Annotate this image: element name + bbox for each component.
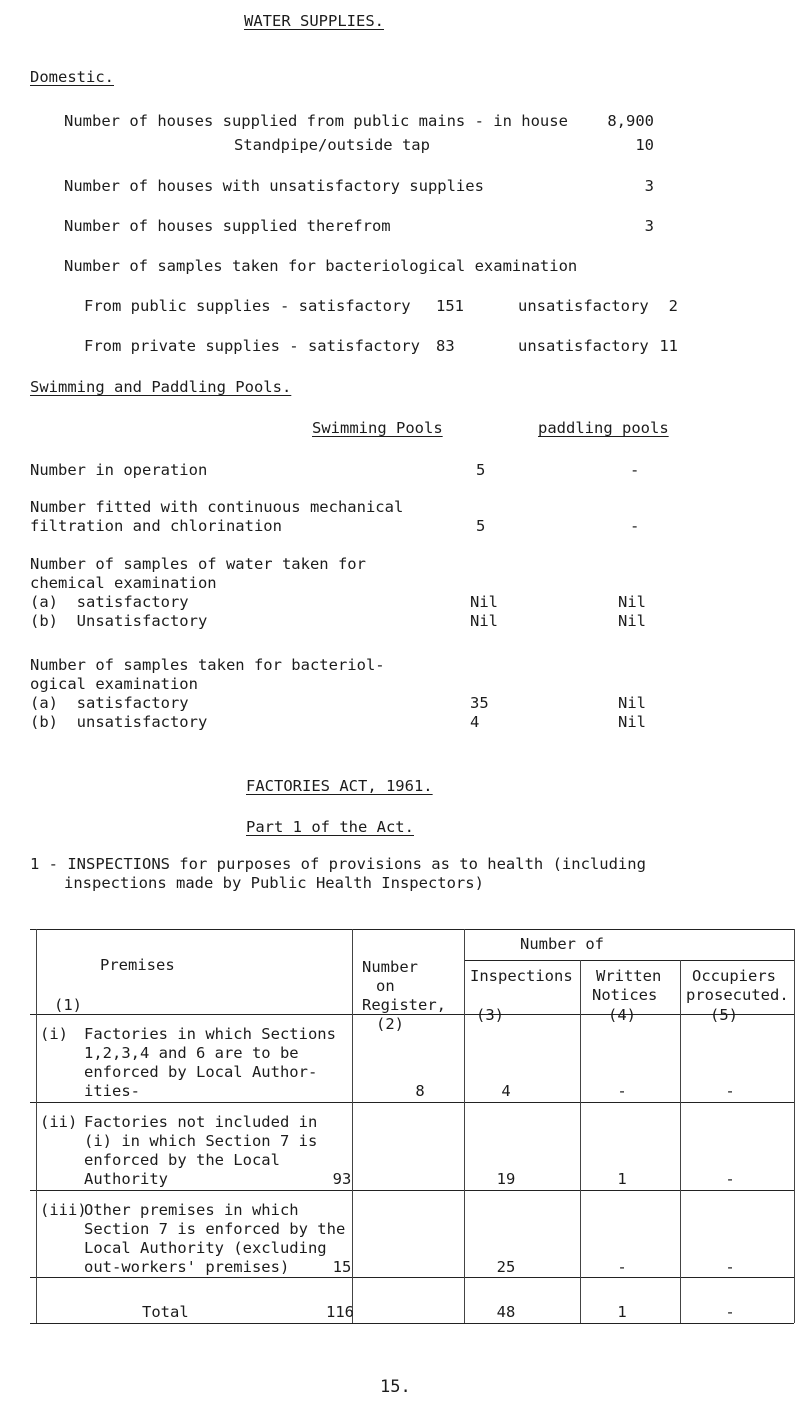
chemical-a-paddling: Nil: [618, 593, 646, 611]
row-premises-line: ities-: [84, 1082, 140, 1100]
bacteriological-line1: Number of samples taken for bacteriol-: [30, 656, 385, 674]
total-notices: 1: [617, 1303, 627, 1321]
row-register: 15: [332, 1258, 352, 1276]
fitted-swimming: 5: [476, 517, 486, 535]
total-label: Total: [142, 1303, 189, 1321]
row-prosecuted: -: [725, 1170, 735, 1188]
row-premises-line: Factories not included in: [84, 1113, 318, 1131]
in-operation-paddling: -: [630, 461, 640, 479]
header-occupiers: Occupiers: [692, 967, 776, 985]
bacteriological-line2: ogical examination: [30, 675, 198, 693]
fitted-line2: filtration and chlorination: [30, 517, 282, 535]
inspections-intro-line2: inspections made by Public Health Inspectors): [64, 874, 484, 892]
chemical-a-swimming: Nil: [470, 593, 498, 611]
row-premises-line: Authority: [84, 1170, 168, 1188]
therefrom-line: Number of houses supplied therefrom: [64, 217, 391, 235]
in-operation-label: Number in operation: [30, 461, 208, 479]
paddling-pools-column: paddling pools: [538, 419, 669, 437]
private-supplies-label: From private supplies - satisfactory: [84, 337, 420, 355]
pools-heading: Swimming and Paddling Pools.: [30, 378, 292, 396]
row-register: 8: [415, 1082, 425, 1100]
private-unsatisfactory-label: unsatisfactory: [518, 337, 649, 355]
row-number: (ii): [40, 1113, 78, 1131]
row-premises-line: enforced by Local Author-: [84, 1063, 318, 1081]
chemical-line1: Number of samples of water taken for: [30, 555, 366, 573]
swimming-pools-column: Swimming Pools: [312, 419, 443, 437]
row-register: 93: [332, 1170, 352, 1188]
public-unsatisfactory-value: 2: [668, 297, 678, 315]
therefrom-value: 3: [644, 217, 654, 235]
header-on: on: [376, 977, 395, 995]
header-prosecuted-number: (5): [710, 1006, 738, 1024]
header-written: Written: [596, 967, 662, 985]
unsatisfactory-value: 3: [644, 177, 654, 195]
samples-line: Number of samples taken for bacteriological examination: [64, 257, 578, 275]
domestic-heading: Domestic.: [30, 68, 114, 86]
row-premises-line: Section 7 is enforced by the: [84, 1220, 346, 1238]
row-prosecuted: -: [725, 1258, 735, 1276]
header-premises: Premises: [100, 956, 175, 974]
mains-value1: 8,900: [607, 112, 654, 130]
row-notices: -: [617, 1258, 627, 1276]
private-unsatisfactory-value: 11: [659, 337, 678, 355]
row-premises-line: 1,2,3,4 and 6 are to be: [84, 1044, 299, 1062]
row-inspections: 19: [496, 1170, 516, 1188]
header-inspections: Inspections: [470, 967, 573, 985]
header-register: Register,: [362, 996, 446, 1014]
unsatisfactory-line: Number of houses with unsatisfactory supplies: [64, 177, 484, 195]
in-operation-swimming: 5: [476, 461, 486, 479]
row-premises-line: enforced by the Local: [84, 1151, 280, 1169]
chemical-b-paddling: Nil: [618, 612, 646, 630]
chemical-line2: chemical examination: [30, 574, 217, 592]
factories-part: Part 1 of the Act.: [246, 818, 414, 836]
fitted-line1: Number fitted with continuous mechanical: [30, 498, 404, 516]
bacteriological-a-label: (a) satisfactory: [30, 694, 189, 712]
page-title: WATER SUPPLIES.: [244, 12, 384, 30]
public-satisfactory-value: 151: [436, 297, 464, 315]
header-notices: Notices: [592, 986, 658, 1004]
row-premises-line: Factories in which Sections: [84, 1025, 336, 1043]
header-number-of: Number of: [520, 935, 604, 953]
row-inspections: 4: [501, 1082, 511, 1100]
factories-heading: FACTORIES ACT, 1961.: [246, 777, 433, 795]
header-register-number: (2): [376, 1015, 404, 1033]
total-prosecuted: -: [725, 1303, 735, 1321]
bacteriological-b-swimming: 4: [470, 713, 480, 731]
total-register: 116: [326, 1303, 354, 1321]
header-number: Number: [362, 958, 418, 976]
inspections-intro-line1: 1 - INSPECTIONS for purposes of provisions as to health (including: [30, 855, 646, 873]
chemical-b-swimming: Nil: [470, 612, 498, 630]
header-premises-number: (1): [54, 996, 82, 1014]
page-number: 15.: [380, 1377, 411, 1397]
row-notices: 1: [617, 1170, 627, 1188]
row-premises-line: Local Authority (excluding: [84, 1239, 327, 1257]
row-number: (iii): [40, 1201, 87, 1219]
chemical-a-label: (a) satisfactory: [30, 593, 189, 611]
public-supplies-label: From public supplies - satisfactory: [84, 297, 411, 315]
row-premises-line: (i) in which Section 7 is: [84, 1132, 318, 1150]
total-inspections: 48: [496, 1303, 516, 1321]
row-premises-line: out-workers' premises): [84, 1258, 290, 1276]
row-number: (i): [40, 1025, 68, 1043]
fitted-paddling: -: [630, 517, 640, 535]
private-satisfactory-value: 83: [436, 337, 455, 355]
bacteriological-a-paddling: Nil: [618, 694, 646, 712]
bacteriological-b-label: (b) unsatisfactory: [30, 713, 208, 731]
header-inspections-number: (3): [476, 1006, 504, 1024]
chemical-b-label: (b) Unsatisfactory: [30, 612, 208, 630]
header-prosecuted: prosecuted.: [686, 986, 789, 1004]
row-premises-line: Other premises in which: [84, 1201, 299, 1219]
mains-value2: 10: [635, 136, 654, 154]
row-inspections: 25: [496, 1258, 516, 1276]
bacteriological-a-swimming: 35: [470, 694, 489, 712]
bacteriological-b-paddling: Nil: [618, 713, 646, 731]
mains-line1: Number of houses supplied from public mains - in house: [64, 112, 568, 130]
mains-line2: Standpipe/outside tap: [234, 136, 430, 154]
public-unsatisfactory-label: unsatisfactory: [518, 297, 649, 315]
header-notices-number: (4): [608, 1006, 636, 1024]
row-notices: -: [617, 1082, 627, 1100]
row-prosecuted: -: [725, 1082, 735, 1100]
